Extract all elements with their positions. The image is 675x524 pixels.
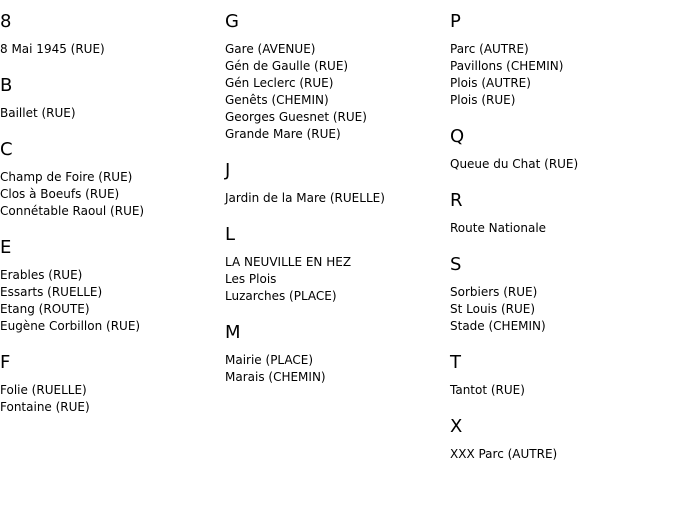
street-column-2	[225, 0, 385, 403]
street-list	[450, 41, 578, 109]
street-list	[0, 41, 144, 58]
group-letter-heading: E	[0, 237, 12, 258]
street-item: Essarts (RUELLE)	[0, 285, 103, 299]
street-list	[450, 284, 578, 335]
street-item: Mairie (PLACE)	[225, 353, 314, 367]
street-column-1	[0, 0, 144, 433]
group-letter-heading: C	[0, 139, 13, 160]
group-letter-heading: G	[225, 11, 239, 32]
street-list	[450, 220, 578, 237]
group-letter-heading: B	[0, 75, 13, 96]
street-item: Clos à Boeufs (RUE)	[0, 187, 120, 201]
street-item: Eugène Corbillon (RUE)	[0, 319, 141, 333]
street-item: Marais (CHEMIN)	[225, 370, 326, 384]
street-item: Plois (AUTRE)	[450, 76, 531, 90]
street-item: Folie (RUELLE)	[0, 383, 87, 397]
street-item: Connétable Raoul (RUE)	[0, 204, 145, 218]
street-item: Plois (RUE)	[450, 93, 516, 107]
street-list	[0, 382, 144, 416]
street-item: Grande Mare (RUE)	[225, 127, 341, 141]
street-list	[0, 267, 144, 335]
street-item: Les Plois	[225, 272, 277, 286]
street-list	[0, 169, 144, 220]
group-letter-heading: T	[450, 352, 461, 373]
street-item: Tantot (RUE)	[450, 383, 525, 397]
group-letter-heading: F	[0, 352, 11, 373]
street-list	[225, 190, 385, 207]
group-letter-heading: J	[225, 160, 231, 181]
group-letter-heading: P	[450, 11, 461, 32]
letter-group	[225, 224, 385, 305]
street-item: Sorbiers (RUE)	[450, 285, 538, 299]
street-list	[0, 105, 144, 122]
group-letter-heading: R	[450, 190, 463, 211]
street-item: Route Nationale	[450, 221, 547, 235]
group-letter-heading: Q	[450, 126, 465, 147]
street-item: Champ de Foire (RUE)	[0, 170, 133, 184]
street-list	[450, 156, 578, 173]
street-list	[450, 446, 578, 463]
group-letter-heading: L	[225, 224, 236, 245]
letter-group	[225, 11, 385, 143]
street-list	[225, 41, 385, 143]
letter-group	[225, 160, 385, 207]
street-item: Jardin de la Mare (RUELLE)	[225, 191, 385, 205]
street-item: Genêts (CHEMIN)	[225, 93, 329, 107]
street-item: Gén Leclerc (RUE)	[225, 76, 334, 90]
letter-group	[450, 126, 578, 173]
letter-group	[225, 322, 385, 386]
street-item: Gén de Gaulle (RUE)	[225, 59, 349, 73]
street-list	[225, 352, 385, 386]
letter-group	[0, 237, 144, 335]
street-item: Gare (AVENUE)	[225, 42, 316, 56]
group-letter-heading: 8	[0, 11, 12, 32]
letter-group	[450, 11, 578, 109]
street-list	[450, 382, 578, 399]
street-item: Erables (RUE)	[0, 268, 83, 282]
street-item: Queue du Chat (RUE)	[450, 157, 579, 171]
street-item: Fontaine (RUE)	[0, 400, 90, 414]
group-letter-heading: M	[225, 322, 241, 343]
letter-group	[450, 416, 578, 463]
street-column-3	[450, 0, 578, 480]
letter-group	[450, 352, 578, 399]
street-item: LA NEUVILLE EN HEZ	[225, 255, 352, 269]
letter-group	[0, 11, 144, 58]
letter-group	[0, 139, 144, 220]
street-item: Georges Guesnet (RUE)	[225, 110, 367, 124]
street-list	[225, 254, 385, 305]
letter-group	[0, 75, 144, 122]
group-letter-heading: S	[450, 254, 462, 275]
street-item: Baillet (RUE)	[0, 106, 76, 120]
street-item: St Louis (RUE)	[450, 302, 536, 316]
letter-group	[450, 254, 578, 335]
group-letter-heading: X	[450, 416, 463, 437]
street-item: Stade (CHEMIN)	[450, 319, 546, 333]
street-item: Etang (ROUTE)	[0, 302, 90, 316]
street-item: Parc (AUTRE)	[450, 42, 529, 56]
street-item: Luzarches (PLACE)	[225, 289, 337, 303]
street-item: XXX Parc (AUTRE)	[450, 447, 558, 461]
letter-group	[450, 190, 578, 237]
letter-group	[0, 352, 144, 416]
street-item: Pavillons (CHEMIN)	[450, 59, 564, 73]
street-item: 8 Mai 1945 (RUE)	[0, 42, 105, 56]
